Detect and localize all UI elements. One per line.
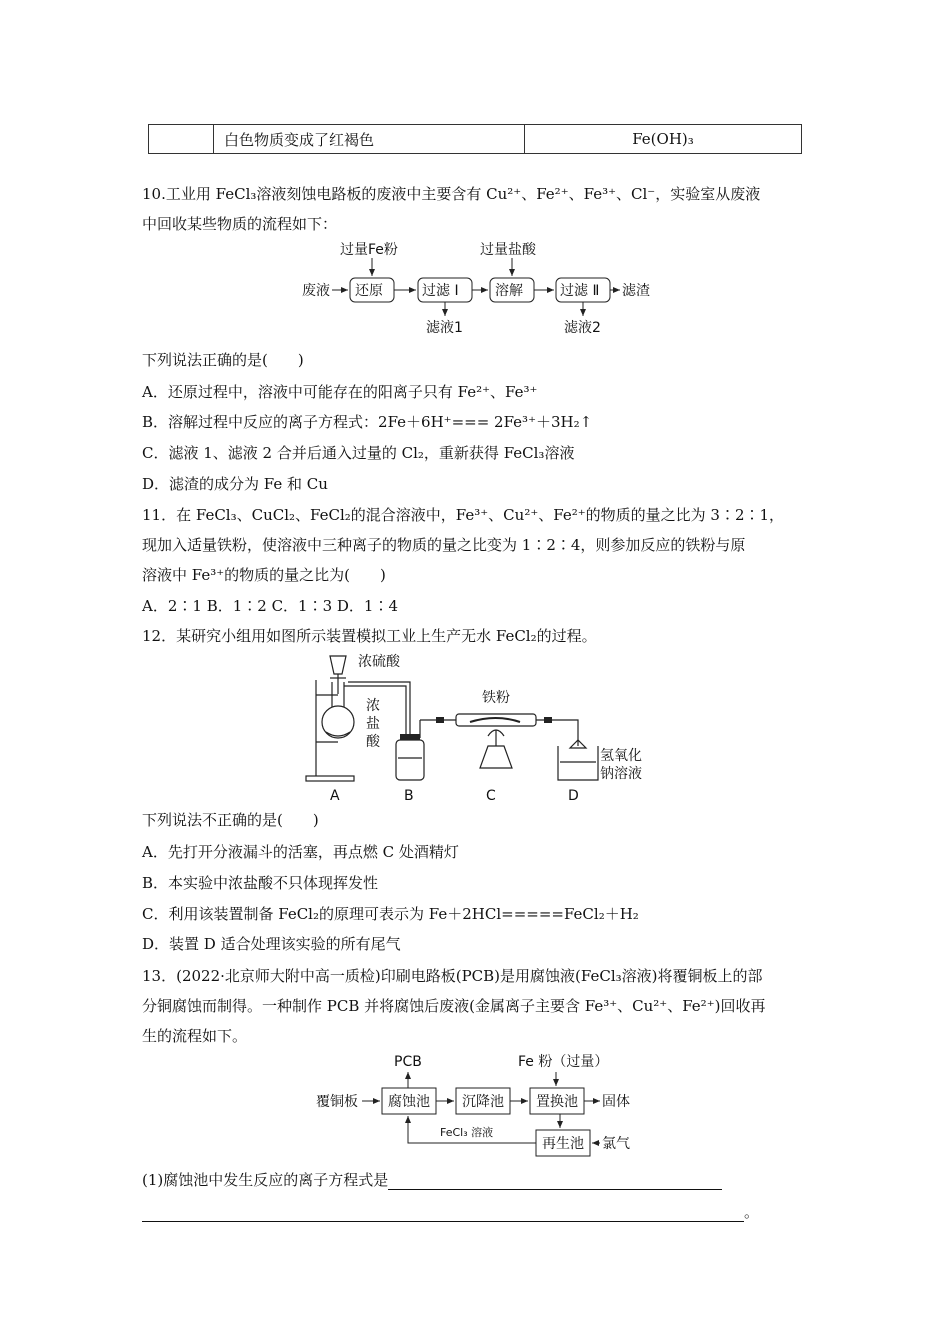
q11-line2: 现加入适量铁粉，使溶液中三种离子的物质的量之比变为 1∶2∶4，则参加反应的铁粉与原 [142,536,746,554]
q13-sub1 [142,1170,722,1190]
q10-line2: 中回收某些物质的流程如下： [142,215,338,233]
table-cell: 白色物质变成了红褐色 [214,125,525,154]
q10-option-c: C．滤液 1、滤液 2 合并后通入过量的 Cl₂，重新获得 FeCl₃溶液 [142,444,575,462]
flow-filtrate2: 滤液2 [564,320,601,336]
flow-pcb: PCB [394,1054,422,1070]
label-naoh-2: 钠溶液 [600,766,642,782]
label-a: A [330,788,340,804]
q13-line1: 13．(2022·北京师大附中高一质检)印刷电路板(PCB)是用腐蚀液(FeCl₃溶液)将覆铜板上的部 [142,967,763,985]
table-cell: Fe(OH)₃ [525,125,802,154]
alcohol-lamp [480,746,512,768]
flow-etch-tank: 腐蚀池 [388,1094,430,1110]
label-c: C [486,788,496,804]
label-iron-powder: 铁粉 [482,690,510,706]
q13-end-mark: 。 [744,1203,760,1221]
result-table [148,124,802,154]
q12-option-a: A．先打开分液漏斗的活塞，再点燃 C 处酒精灯 [142,843,459,861]
flow-regen-tank: 再生池 [542,1136,584,1152]
flow-filtrate1: 滤液1 [426,320,463,336]
q10-option-a: A．还原过程中，溶液中可能存在的阳离子只有 Fe²⁺、Fe³⁺ [142,383,538,401]
label-conc-h2so4: 浓硫酸 [358,654,400,670]
wash-bottle-b [396,740,424,780]
label-b: B [404,788,414,804]
flow-input: 覆铜板 [316,1094,358,1110]
flow-fe-powder: Fe 粉（过量） [518,1054,609,1070]
q12-apparatus-diagram [300,650,660,804]
flow-fecl3-solution: FeCl₃ 溶液 [440,1126,494,1139]
stand-base [306,776,354,781]
table-cell [149,125,214,154]
flow-input: 废液 [302,283,330,299]
q12-option-c: C．利用该装置制备 FeCl₂的原理可表示为 Fe＋2HCl=====FeCl₂＋H₂ [142,905,639,923]
q12-stem: 下列说法不正确的是( ) [142,811,319,829]
flow-reagent-fe: 过量Fe粉 [340,242,398,258]
answer-blank[interactable] [142,1203,744,1222]
flow-reagent-hcl: 过量盐酸 [480,242,536,258]
q10-flow-diagram [290,238,670,344]
q11-options: A．2∶1 B．1∶2 C．1∶3 D．1∶4 [142,597,399,615]
q11-line1: 11．在 FeCl₃、CuCl₂、FeCl₂的混合溶液中，Fe³⁺、Cu²⁺、Fe²⁺的物质的量之比为 3∶2∶1， [142,506,785,524]
answer-blank[interactable] [388,1171,722,1190]
flow-step-filter1: 过滤 Ⅰ [422,283,459,299]
q13-answer-line [142,1202,759,1222]
reaction-tube-c [456,714,536,726]
q13-sub1-text: (1)腐蚀池中发生反应的离子方程式是 [142,1171,389,1189]
flow-step-dissolve: 溶解 [495,283,523,299]
q13-line2: 分铜腐蚀而制得。一种制作 PCB 并将腐蚀后废液(金属离子主要含 Fe³⁺、Cu²⁺、Fe²⁺)回收再 [142,997,766,1015]
label-d: D [568,788,579,804]
table-row [149,125,802,154]
label-hcl-2: 盐 [366,716,380,732]
flow-step-reduce: 还原 [355,283,383,299]
flow-chlorine: 氯气 [602,1136,630,1152]
flow-output: 滤渣 [622,283,650,299]
label-hcl-1: 浓 [366,698,380,714]
beaker-d [558,746,598,780]
q12-line1: 12．某研究小组用如图所示装置模拟工业上生产无水 FeCl₂的过程。 [142,627,597,645]
q13-flow-diagram [310,1050,650,1160]
q10-option-b: B．溶解过程中反应的离子方程式：2Fe＋6H⁺=== 2Fe³⁺＋3H₂↑ [142,413,593,431]
flow-replace-tank: 置换池 [536,1094,578,1110]
q10-stem: 下列说法正确的是( ) [142,351,304,369]
q11-line3: 溶液中 Fe³⁺的物质的量之比为( ) [142,566,386,584]
flow-step-filter2: 过滤 Ⅱ [560,283,600,299]
flow-solid: 固体 [602,1094,630,1110]
separatory-funnel [330,656,346,674]
q10-line1: 10.工业用 FeCl₃溶液刻蚀电路板的废液中主要含有 Cu²⁺、Fe²⁺、Fe³⁺、Cl⁻，实验室从废液 [142,185,761,203]
label-naoh-1: 氢氧化 [600,748,642,764]
q12-option-b: B．本实验中浓盐酸不只体现挥发性 [142,874,379,892]
label-hcl-3: 酸 [366,734,380,750]
q10-option-d: D．滤渣的成分为 Fe 和 Cu [142,475,328,493]
flow-settle-tank: 沉降池 [462,1094,504,1110]
q13-line3: 生的流程如下。 [142,1027,248,1045]
q12-option-d: D．装置 D 适合处理该实验的所有尾气 [142,935,401,953]
